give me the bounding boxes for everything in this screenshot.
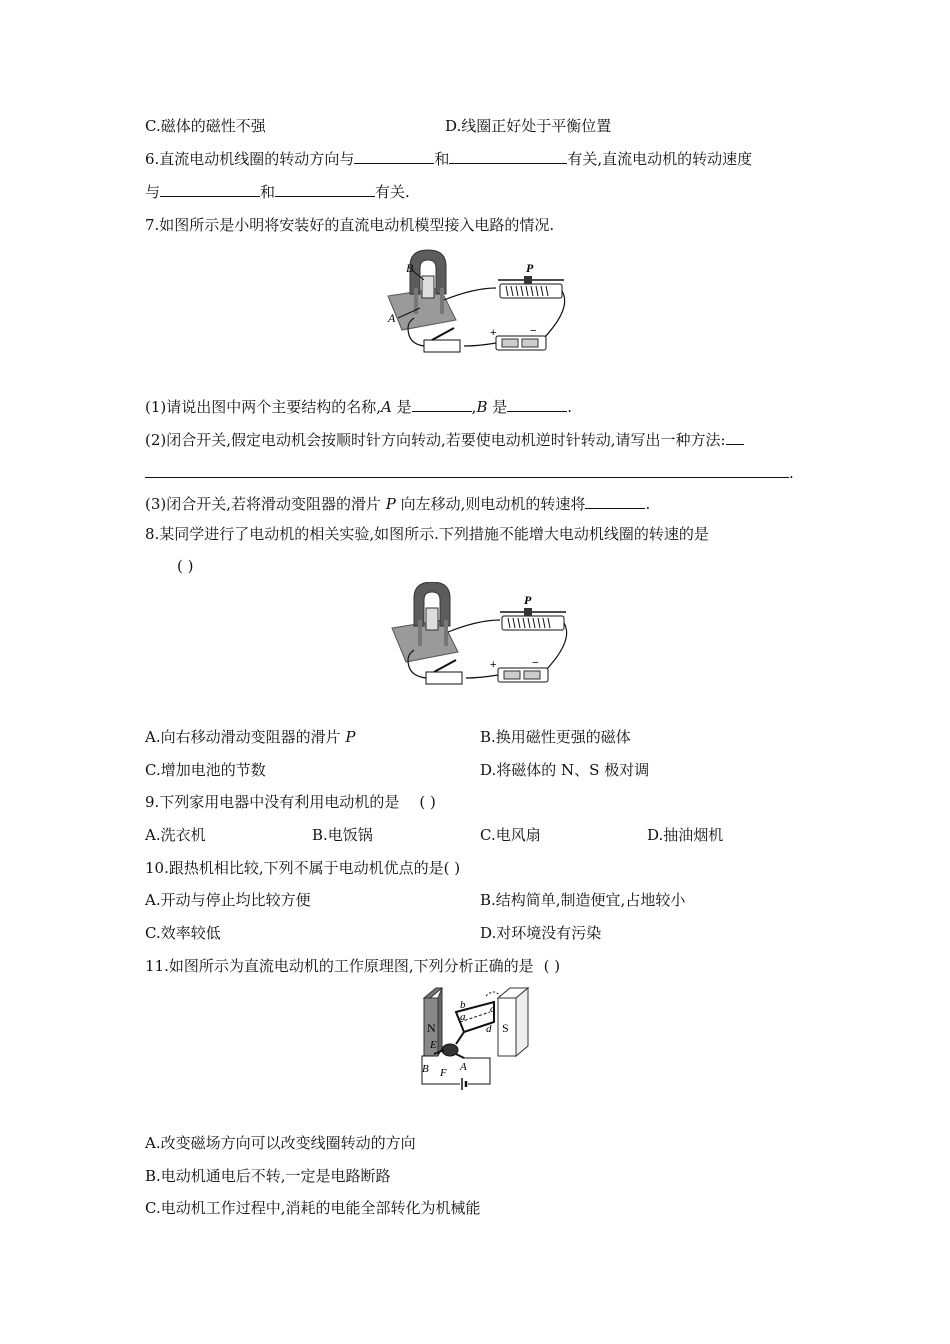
- q8-option-a-text: A.向右移动滑动变阻器的滑片: [145, 728, 346, 746]
- q7-label-plus: +: [490, 327, 497, 339]
- q8-switch: [426, 672, 462, 684]
- q8-support-right: [444, 620, 448, 646]
- q8-motor-circuit-figure: [390, 582, 576, 688]
- q7-blank-method[interactable]: [145, 463, 789, 478]
- q8-option-b: B.换用磁性更强的磁体: [480, 728, 631, 746]
- q6-blank-3[interactable]: [160, 182, 260, 197]
- q7-label-b: B: [406, 261, 414, 275]
- q9-stem-line: [145, 792, 436, 812]
- q7-blank-a[interactable]: [412, 397, 472, 412]
- q10-option-c: C.效率较低: [145, 924, 221, 942]
- q7-blank-speed[interactable]: [585, 494, 645, 509]
- q7-sub3: [145, 494, 650, 514]
- q7-sub1-text: (1)请说出图中两个主要结构的名称,: [145, 398, 382, 416]
- q6-text-1: 6.直流电动机线圈的转动方向与: [145, 150, 355, 168]
- q7-blank-method-head[interactable]: [726, 430, 744, 445]
- q6-and-2: 和: [260, 183, 276, 201]
- q11-label-b-upper: B: [422, 1063, 429, 1075]
- q7-sub2-end: .: [789, 464, 794, 482]
- q6-and-1: 和: [434, 150, 450, 168]
- q7-sub1-b-label: B: [476, 398, 488, 416]
- q9-option-a: A.洗衣机: [145, 826, 206, 844]
- q7-wire-top: [444, 288, 496, 300]
- q7-switch-lever: [432, 328, 454, 340]
- q7-blank-b[interactable]: [507, 397, 567, 412]
- q7-sub1-a-label: A: [381, 398, 392, 416]
- q7-slider-p: [524, 276, 532, 284]
- q8-support-left: [418, 620, 422, 646]
- q11-motor-principle-figure: [416, 984, 536, 1090]
- q11-answer-paren[interactable]: ( ): [543, 957, 561, 975]
- q11-stem-line: [145, 956, 560, 976]
- q9-option-d: D.抽油烟机: [647, 826, 724, 844]
- q7-sub2-line2: [145, 463, 794, 483]
- q7-switch: [424, 340, 460, 352]
- q11-option-c: C.电动机工作过程中,消耗的电能全部转化为机械能: [145, 1199, 481, 1217]
- q8-switch-lever: [434, 660, 456, 672]
- q6-text-2: 有关,直流电动机的转动速度: [567, 150, 753, 168]
- q7-sub3-text-2: 向左移动,则电动机的转速将: [395, 495, 586, 513]
- q8-label-minus: −: [532, 657, 539, 669]
- q8-option-c: C.增加电池的节数: [145, 761, 266, 779]
- q11-label-a-upper: A: [460, 1061, 467, 1073]
- q7-label-p: P: [526, 261, 534, 275]
- q8-option-a-p: P: [345, 728, 356, 746]
- q10-option-a: A.开动与停止均比较方便: [145, 891, 311, 909]
- q8-option-d: D.将磁体的 N、S 极对调: [480, 761, 650, 779]
- q7-sub2-text: (2)闭合开关,假定电动机会按顺时针方向转动,若要使电动机逆时针转动,请写出一种方法:: [145, 431, 726, 449]
- q11-label-e: E: [430, 1039, 437, 1051]
- q8-label-plus: +: [490, 659, 497, 671]
- q7-label-minus: −: [530, 325, 537, 337]
- q11-label-a-lower: a: [460, 1011, 466, 1023]
- q7-sub2: [145, 430, 744, 450]
- q8-coil: [426, 608, 438, 630]
- q11-label-n: N: [427, 1021, 436, 1035]
- q11-stem: 11.如图所示为直流电动机的工作原理图,下列分析正确的是: [145, 957, 534, 975]
- q7-cell-1: [502, 339, 518, 347]
- q7-sub3-end: .: [645, 495, 651, 513]
- q8-wire-top: [448, 620, 500, 632]
- q9-stem: 9.下列家用电器中没有利用电动机的是: [145, 793, 400, 811]
- q9-option-c: C.电风扇: [480, 826, 541, 844]
- q11-label-d-lower: d: [486, 1023, 492, 1035]
- q9-option-b: B.电饭锅: [312, 826, 373, 844]
- q10-stem: 10.跟热机相比较,下列不属于电动机优点的是( ): [145, 859, 461, 877]
- q11-brush-a: [456, 1054, 464, 1058]
- q7-sub1-is2: 是: [487, 398, 508, 416]
- q9-answer-paren[interactable]: ( ): [419, 793, 436, 811]
- q7-sub3-p-label: P: [385, 495, 396, 513]
- q8-slider-p: [524, 608, 532, 616]
- q11-option-b: B.电动机通电后不转,一定是电路断路: [145, 1167, 391, 1185]
- q8-answer-paren[interactable]: ( ): [177, 557, 194, 575]
- q8-cell-1: [504, 671, 520, 679]
- q8-stem: 8.某同学进行了电动机的相关实验,如图所示.下列措施不能增大电动机线圈的转速的是: [145, 525, 709, 543]
- q11-label-f: F: [440, 1067, 447, 1079]
- q7-motor-circuit-figure: [384, 248, 574, 358]
- q11-commutator: [442, 1044, 458, 1056]
- q6-line2: [145, 182, 410, 202]
- q6-blank-1[interactable]: [354, 149, 434, 164]
- q7-sub1-is1: 是: [391, 398, 412, 416]
- q7-cell-2: [522, 339, 538, 347]
- q11-rotation-arrow: [486, 992, 500, 996]
- q11-label-s: S: [502, 1021, 509, 1035]
- q8-option-a: [145, 727, 355, 747]
- q5-option-c: C.磁体的磁性不强: [145, 117, 266, 135]
- q7-support-right: [440, 288, 444, 314]
- q11-option-a: A.改变磁场方向可以改变线圈转动的方向: [145, 1134, 416, 1152]
- q7-stem: 7.如图所示是小明将安装好的直流电动机模型接入电路的情况.: [145, 216, 555, 234]
- q7-sub1-end: .: [567, 398, 573, 416]
- q7-sub1: [145, 397, 572, 417]
- q8-cell-2: [524, 671, 540, 679]
- q6-line1: [145, 149, 752, 169]
- q6-text-4: 有关.: [375, 183, 410, 201]
- q7-label-a: A: [388, 311, 396, 325]
- q7-sub3-text: (3)闭合开关,若将滑动变阻器的滑片: [145, 495, 386, 513]
- q11-label-b-lower: b: [460, 999, 466, 1011]
- q11-label-c-lower: c: [490, 1003, 495, 1015]
- q10-option-d: D.对环境没有污染: [480, 924, 602, 942]
- q11-wire-right: [464, 1058, 490, 1084]
- q8-label-p: P: [524, 593, 532, 607]
- q7-sub1-comma: ,: [471, 398, 477, 416]
- q6-text-3: 与: [145, 183, 161, 201]
- q6-blank-4[interactable]: [275, 182, 375, 197]
- q6-blank-2[interactable]: [449, 149, 567, 164]
- q10-option-b: B.结构简单,制造便宜,占地较小: [480, 891, 686, 909]
- q5-option-d: D.线圈正好处于平衡位置: [445, 117, 612, 135]
